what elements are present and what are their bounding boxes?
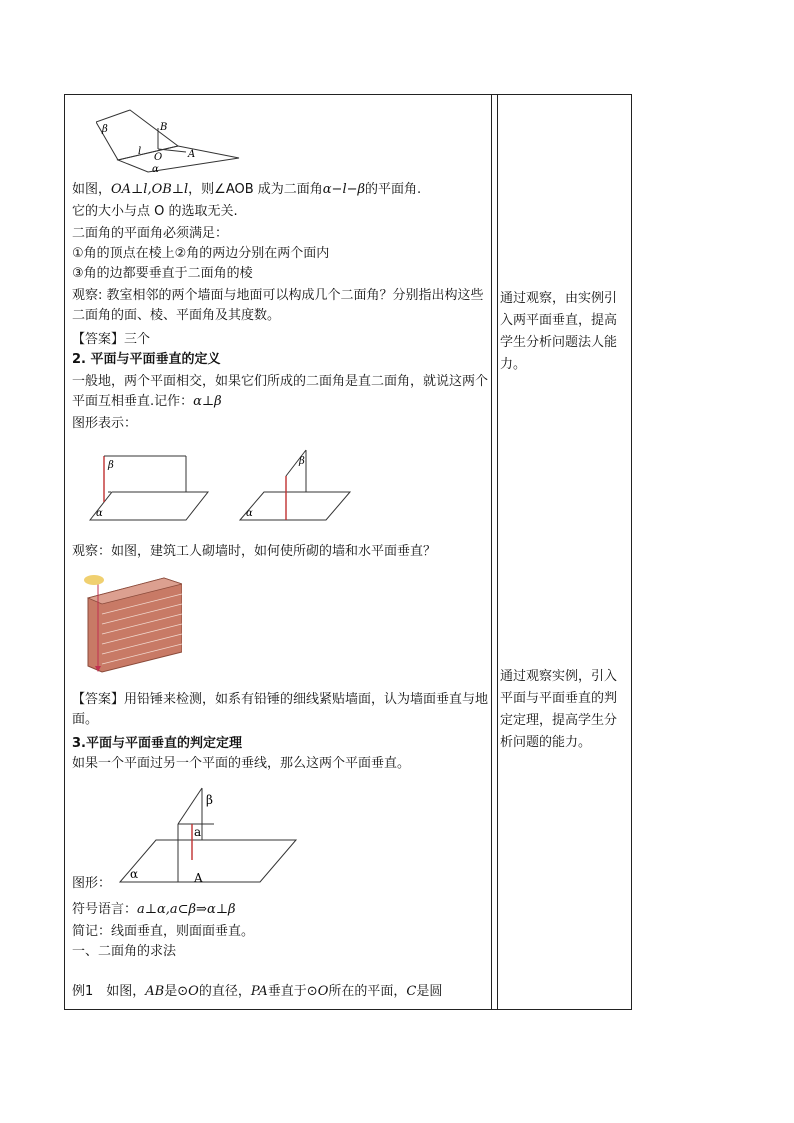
- answer-2: 【答案】用铅锤来检测，如系有铅锤的细线紧贴墙面，认为墙面垂直与地面。: [72, 692, 489, 727]
- label-alpha: α: [152, 164, 159, 175]
- paragraph-plane-angle: [72, 180, 421, 200]
- figure-label: 图形：: [72, 876, 112, 891]
- paragraph-independence: 它的大小与点 O 的选取无关.: [72, 204, 238, 219]
- math-run: a⊥α,a⊂β⇒α⊥β: [137, 902, 236, 917]
- figure-caption-label: 图形表示：: [72, 416, 138, 431]
- theorem-figure: [116, 784, 298, 884]
- math-run: AB: [145, 984, 165, 999]
- label-l: l: [138, 146, 142, 157]
- label-beta: β: [108, 460, 114, 471]
- column-divider: [491, 94, 492, 1010]
- content-column: [72, 94, 490, 1010]
- text-run: ，则∠AOB 成为二面角: [188, 182, 323, 197]
- label-O: O: [154, 152, 163, 163]
- column-divider-inner: [497, 94, 498, 1010]
- math-run: PA: [250, 984, 268, 999]
- text-run: 例1 如图，: [72, 984, 146, 999]
- text-run: 的直径，: [198, 984, 251, 999]
- observation-1: 观察: 教室相邻的两个墙面与地面可以构成几个二面角？分别指出构这些二面角的面、棱、平面角及其度数。: [72, 288, 484, 323]
- symbolic-language: [72, 900, 235, 920]
- text-run: 一般地，两个平面相交，如果它们所成的二面角是直二面角，就说这两个平面互相垂直.记作：: [72, 374, 489, 409]
- label-beta: β: [206, 793, 213, 807]
- definition-paragraph: [72, 372, 488, 412]
- section-dihedral-method: 一、二面角的求法: [72, 944, 177, 959]
- perpendicular-planes-figure: [86, 442, 356, 522]
- label-A: A: [188, 149, 196, 160]
- observation-2: 观察：如图，建筑工人砌墙时，如何使所砌的墙和水平面垂直？: [72, 544, 437, 559]
- requirement-1-2: ①角的顶点在棱上②角的两边分别在两个面内: [72, 246, 330, 261]
- section-3-heading: 3.平面与平面垂直的判定定理: [72, 736, 242, 751]
- label-a: a: [194, 825, 202, 839]
- note-theorem: 通过观察实例，引入平面与平面垂直的判定定理，提高学生分析问题的能力。: [500, 669, 618, 750]
- math-run: O: [188, 984, 199, 999]
- math-run: α−l−β: [322, 182, 366, 197]
- dihedral-angle-figure: [96, 100, 246, 175]
- math-run: OA⊥l,OB⊥l: [111, 182, 189, 197]
- brick-wall-figure: [72, 574, 182, 674]
- text-run: 符号语言：: [72, 902, 138, 917]
- text-run: 是圆: [416, 984, 443, 999]
- answer-1: 【答案】三个: [72, 332, 151, 347]
- label-beta: β: [299, 456, 305, 467]
- theorem-statement: 如果一个平面过另一个平面的垂线，那么这两个平面垂直。: [72, 756, 411, 771]
- label-A: A: [194, 871, 203, 884]
- text-run: 如图，: [72, 182, 112, 197]
- label-alpha: α: [246, 508, 253, 519]
- math-run: C: [406, 984, 417, 999]
- text-run: 的平面角.: [365, 182, 422, 197]
- summary: 简记：线面垂直，则面面垂直。: [72, 924, 255, 939]
- example-1: [72, 982, 442, 1002]
- text-run: 所在的平面，: [328, 984, 407, 999]
- text-run: 垂直于⊙: [267, 984, 318, 999]
- note-observation: 通过观察，由实例引入两平面垂直，提高学生分析问题法人能力。: [500, 291, 618, 372]
- math-run: O: [317, 984, 329, 999]
- label-beta: β: [102, 124, 108, 135]
- math-run: α⊥β: [193, 394, 222, 409]
- section-2-heading: 2. 平面与平面垂直的定义: [72, 352, 221, 367]
- text-run: 是⊙: [164, 984, 189, 999]
- paragraph-requirements: 二面角的平面角必须满足：: [72, 226, 229, 241]
- label-alpha: α: [96, 508, 103, 519]
- requirement-3: ③角的边都要垂直于二面角的棱: [72, 266, 253, 281]
- label-alpha: α: [130, 867, 139, 881]
- label-B: B: [160, 122, 168, 133]
